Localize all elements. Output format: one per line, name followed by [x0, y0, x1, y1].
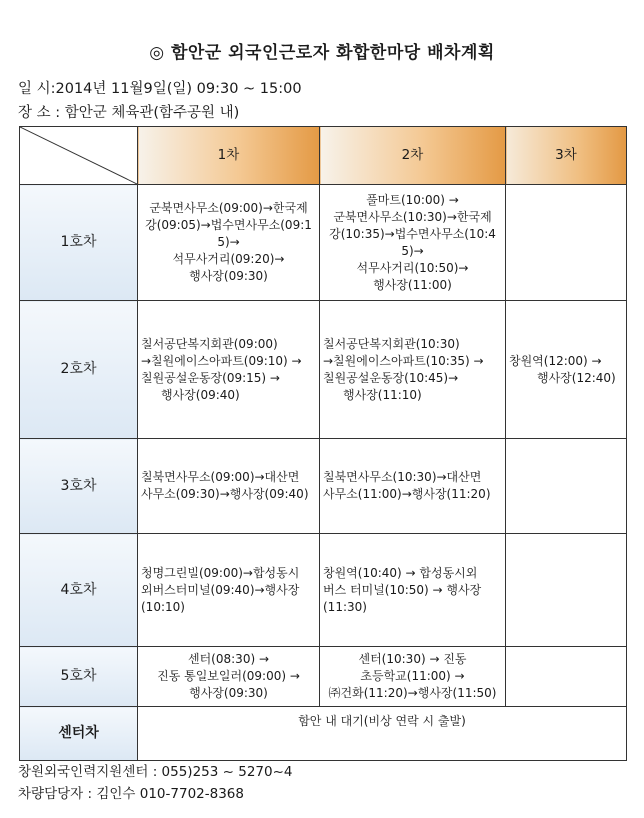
trip-line: 칠북면사무소(09:00)→대산면 — [141, 470, 300, 484]
trip-cell — [138, 185, 320, 301]
event-date-line: 일 시:2014년 11월9일(일) 09:30 ~ 15:00 — [18, 81, 302, 97]
column-header-2: 2차 — [320, 127, 506, 185]
trip-line: 행사장(09:30) — [189, 269, 268, 283]
trip-cell — [506, 647, 627, 707]
trip-line: 행사장(12:40) — [537, 370, 616, 385]
trip-line: 군북면사무소(10:30)→한국제 — [333, 209, 492, 224]
trip-line: 진동 통일보일러(09:00) → — [157, 669, 300, 683]
vehicle-label: 5호차 — [20, 647, 138, 707]
document-title: ◎ 함안군 외국인근로자 화합한마당 배차계획 — [149, 43, 495, 63]
trip-line: 사무소(11:00)→행사장(11:20) — [323, 487, 491, 501]
trip-line: 강(10:35)→법수면사무소(10:4 — [329, 226, 496, 241]
trip-line: 외버스터미널(09:40)→행사장 — [141, 582, 300, 597]
center-car-note: 함안 내 대기(비상 연락 시 출발) — [138, 707, 627, 761]
trip-line: 칠서공단복지회관(09:00) — [141, 336, 278, 351]
diagonal-divider — [20, 127, 137, 184]
trip-cell — [138, 439, 320, 534]
trip-line: 버스 터미널(10:50) → 행사장 — [323, 582, 482, 597]
trip-cell — [320, 185, 506, 301]
trip-cell — [320, 301, 506, 439]
trip-line: 강(09:05)→법수면사무소(09:1 — [145, 218, 312, 232]
trip-line: 청명그린빌(09:00)→합성동시 — [141, 565, 300, 580]
center-contact: 창원외국인력지원센터 : 055)253 ~ 5270~4 — [18, 764, 293, 780]
trip-line: 창원역(12:00) → — [509, 353, 602, 368]
trip-line: 풀마트(10:00) → — [366, 192, 459, 207]
trip-cell — [320, 534, 506, 647]
corner-cell — [20, 127, 138, 185]
trip-line: 군북면사무소(09:00)→한국제 — [149, 201, 308, 215]
trip-line: 칠원공설운동장(09:15) → — [141, 370, 280, 385]
trip-cell — [138, 301, 320, 439]
vehicle-label: 4호차 — [20, 534, 138, 647]
table-row — [20, 185, 627, 301]
trip-line: 석무사거리(10:50)→ — [356, 260, 469, 275]
table-row — [20, 439, 627, 534]
vehicle-label: 1호차 — [20, 185, 138, 301]
trip-line: (10:10) — [141, 599, 185, 614]
trip-line: 5)→ — [217, 235, 240, 249]
trip-line: →칠원에이스아파트(10:35) → — [323, 353, 484, 368]
trip-cell — [506, 534, 627, 647]
trip-cell — [506, 439, 627, 534]
column-header-1: 1차 — [138, 127, 320, 185]
trip-cell — [506, 301, 627, 439]
trip-cell — [506, 185, 627, 301]
trip-line: 행사장(11:10) — [343, 387, 422, 402]
table-header-row — [20, 127, 627, 185]
trip-cell — [320, 439, 506, 534]
trip-cell — [138, 647, 320, 707]
trip-line: 센터(08:30) → — [188, 652, 269, 666]
event-place-line: 장 소 : 함안군 체육관(함주공원 내) — [18, 105, 240, 121]
trip-line: 사무소(09:30)→행사장(09:40) — [141, 487, 309, 501]
trip-cell — [320, 647, 506, 707]
column-header-3: 3차 — [506, 127, 627, 185]
trip-line: →칠원에이스아파트(09:10) → — [141, 353, 302, 368]
trip-line: 창원역(10:40) → 합성동시외 — [323, 565, 478, 580]
table-row-center-car — [20, 707, 627, 761]
trip-line: 5)→ — [401, 243, 424, 258]
table-row — [20, 534, 627, 647]
trip-line: (11:30) — [323, 599, 367, 614]
table-row — [20, 301, 627, 439]
trip-line: 행사장(09:40) — [161, 387, 240, 402]
trip-line: 칠원공설운동장(10:45)→ — [323, 370, 459, 385]
trip-line: 칠서공단복지회관(10:30) — [323, 336, 460, 351]
trip-line: 행사장(09:30) — [189, 686, 268, 700]
dispatch-schedule-table — [19, 126, 627, 761]
vehicle-label: 2호차 — [20, 301, 138, 439]
trip-cell — [138, 534, 320, 647]
trip-line: ㈜건화(11:20)→행사장(11:50) — [328, 686, 497, 700]
trip-line: 석무사거리(09:20)→ — [172, 252, 285, 266]
trip-line: 센터(10:30) → 진동 — [358, 652, 467, 666]
center-car-label: 센터차 — [20, 707, 138, 761]
trip-line: 행사장(11:00) — [373, 277, 452, 292]
vehicle-label: 3호차 — [20, 439, 138, 534]
trip-line: 칠북면사무소(10:30)→대산면 — [323, 470, 482, 484]
trip-line: 초등학교(11:00) → — [360, 669, 465, 683]
table-row — [20, 647, 627, 707]
vehicle-manager: 차량담당자 : 김인수 010-7702-8368 — [18, 786, 244, 802]
